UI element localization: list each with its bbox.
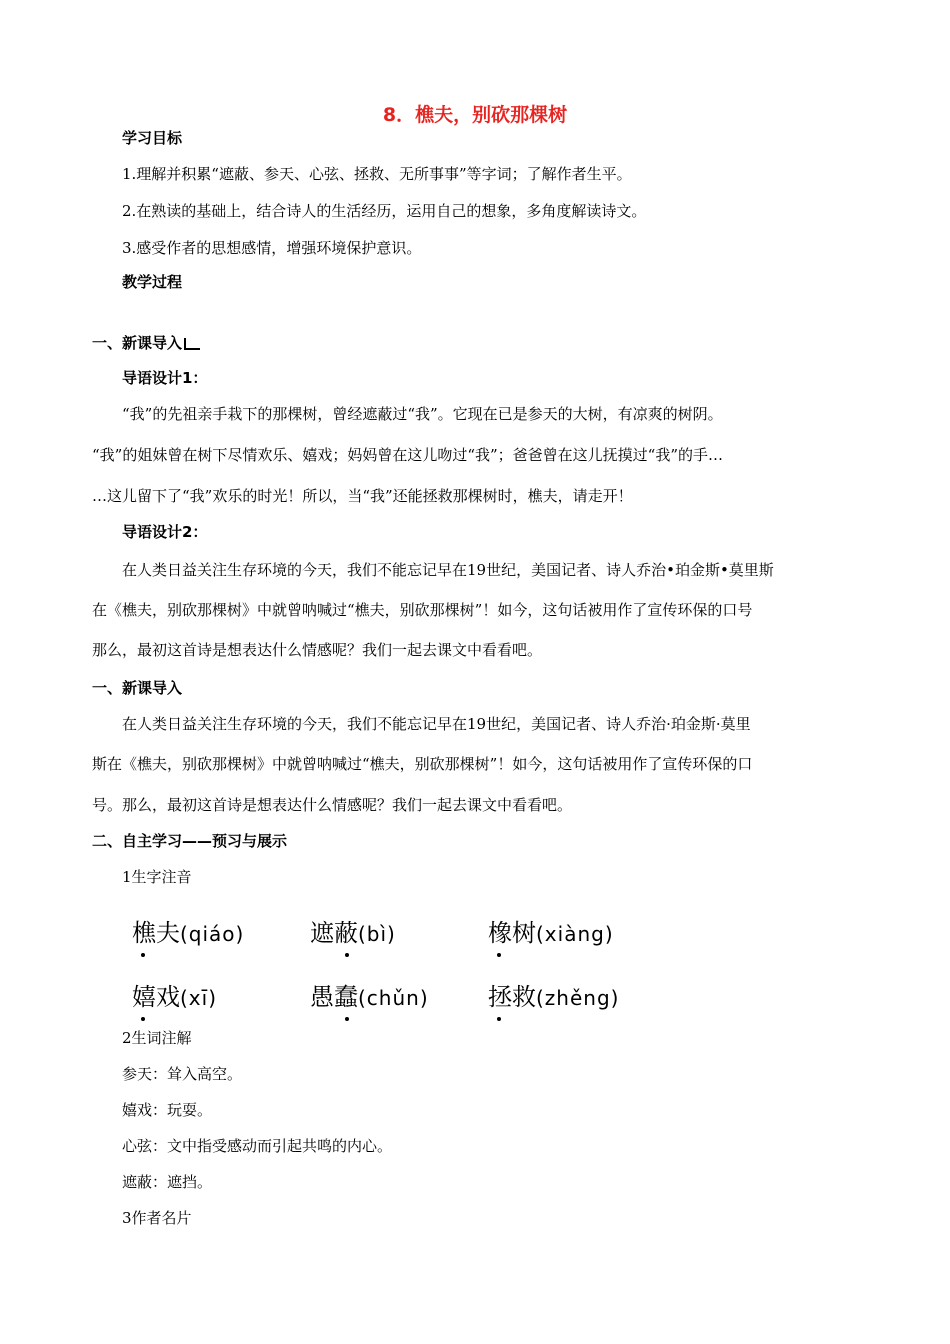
- paragraph-line: …这儿留下了“我”欢乐的时光！所以，当“我”还能拯救那棵树时，樵夫，请走开！: [92, 487, 633, 505]
- paragraph-line: “我”的先祖亲手栽下的那棵树，曾经遮蔽过“我”。它现在已是参天的大树，有凉爽的树阴。: [122, 405, 723, 423]
- design2-heading: 导语设计2：: [122, 523, 208, 541]
- vocab-word: 拯救: [488, 977, 536, 1012]
- paragraph-line: 号。那么，最初这首诗是想表达什么情感呢？我们一起去课文中看看吧。: [92, 796, 573, 814]
- emphasis-dot-icon: [345, 1017, 349, 1021]
- glossary-entry: 遮蔽：遮挡。: [122, 1173, 213, 1191]
- glossary-entry: 心弦：文中指受感动而引起共鸣的内心。: [122, 1137, 393, 1155]
- vocab-word: 樵夫: [132, 913, 180, 948]
- vocab-entry: [132, 913, 244, 948]
- paragraph-line: 那么，最初这首诗是想表达什么情感呢？我们一起去课文中看看吧。: [92, 641, 543, 659]
- vocab-entry: [488, 913, 614, 948]
- paragraph-line: “我”的姐妹曾在树下尽情欢乐、嬉戏；妈妈曾在这儿吻过“我”；爸爸曾在这儿抚摸过“我”的手…: [92, 446, 724, 464]
- vocab-pinyin: (zhěng): [536, 986, 620, 1010]
- vocab-word: 嬉戏: [132, 977, 180, 1012]
- vocab-entry: [310, 977, 429, 1012]
- vocab-word: 橡树: [488, 913, 536, 948]
- section-heading-intro: 一、新课导入: [92, 333, 200, 353]
- objectives-heading: 学习目标: [122, 129, 183, 147]
- vocab-pinyin: (xī): [180, 986, 217, 1010]
- emphasis-dot-icon: [497, 1017, 501, 1021]
- emphasis-dot-icon: [497, 953, 501, 957]
- section-heading-self-study: 二、自主学习——预习与展示: [92, 832, 288, 850]
- objective-item: 3.感受作者的思想感情，增强环境保护意识。: [122, 239, 422, 257]
- objective-item: 2.在熟读的基础上，结合诗人的生活经历，运用自己的想象，多角度解读诗文。: [122, 202, 647, 220]
- vocab-pinyin: (bì): [358, 922, 396, 946]
- objective-item: 1.理解并积累“遮蔽、参天、心弦、拯救、无所事事”等字词；了解作者生平。: [122, 165, 632, 183]
- glossary-entry: 参天：耸入高空。: [122, 1065, 243, 1083]
- vocab-pinyin: (chǔn): [358, 986, 429, 1010]
- paragraph-line: 在人类日益关注生存环境的今天，我们不能忘记早在19世纪，美国记者、诗人乔治·珀金斯·莫里: [122, 715, 751, 733]
- vocab-word: 愚蠢: [310, 977, 358, 1012]
- emphasis-dot-icon: [141, 953, 145, 957]
- item-heading: 1生字注音: [122, 868, 192, 886]
- item-heading: 3作者名片: [122, 1209, 192, 1227]
- vocab-entry: [488, 977, 619, 1012]
- section-heading-intro-2: 一、新课导入: [92, 679, 183, 697]
- emphasis-dot-icon: [345, 953, 349, 957]
- design1-heading: 导语设计1：: [122, 369, 208, 387]
- paragraph-line: 斯在《樵夫，别砍那棵树》中就曾呐喊过“樵夫，别砍那棵树”！如今，这句话被用作了宣传环保的口: [92, 755, 753, 773]
- emphasis-dot-icon: [141, 1017, 145, 1021]
- paragraph-line: 在人类日益关注生存环境的今天，我们不能忘记早在19世纪，美国记者、诗人乔治•珀金斯•莫里斯: [122, 561, 774, 579]
- process-heading: 教学过程: [122, 273, 183, 291]
- paragraph-line: 在《樵夫，别砍那棵树》中就曾呐喊过“樵夫，别砍那棵树”！如今，这句话被用作了宣传环保的口号: [92, 601, 753, 619]
- vocab-entry: [310, 913, 396, 948]
- vocab-word: 遮蔽: [310, 913, 358, 948]
- glossary-entry: 嬉戏：玩耍。: [122, 1101, 213, 1119]
- page-title: 8．樵夫，别砍那棵树: [382, 104, 568, 126]
- item-heading: 2生词注解: [122, 1029, 192, 1047]
- vocab-pinyin: (xiàng): [536, 922, 614, 946]
- vocab-entry: [132, 977, 217, 1012]
- vocab-pinyin: (qiáo): [180, 922, 245, 946]
- underline-mark: [184, 338, 200, 350]
